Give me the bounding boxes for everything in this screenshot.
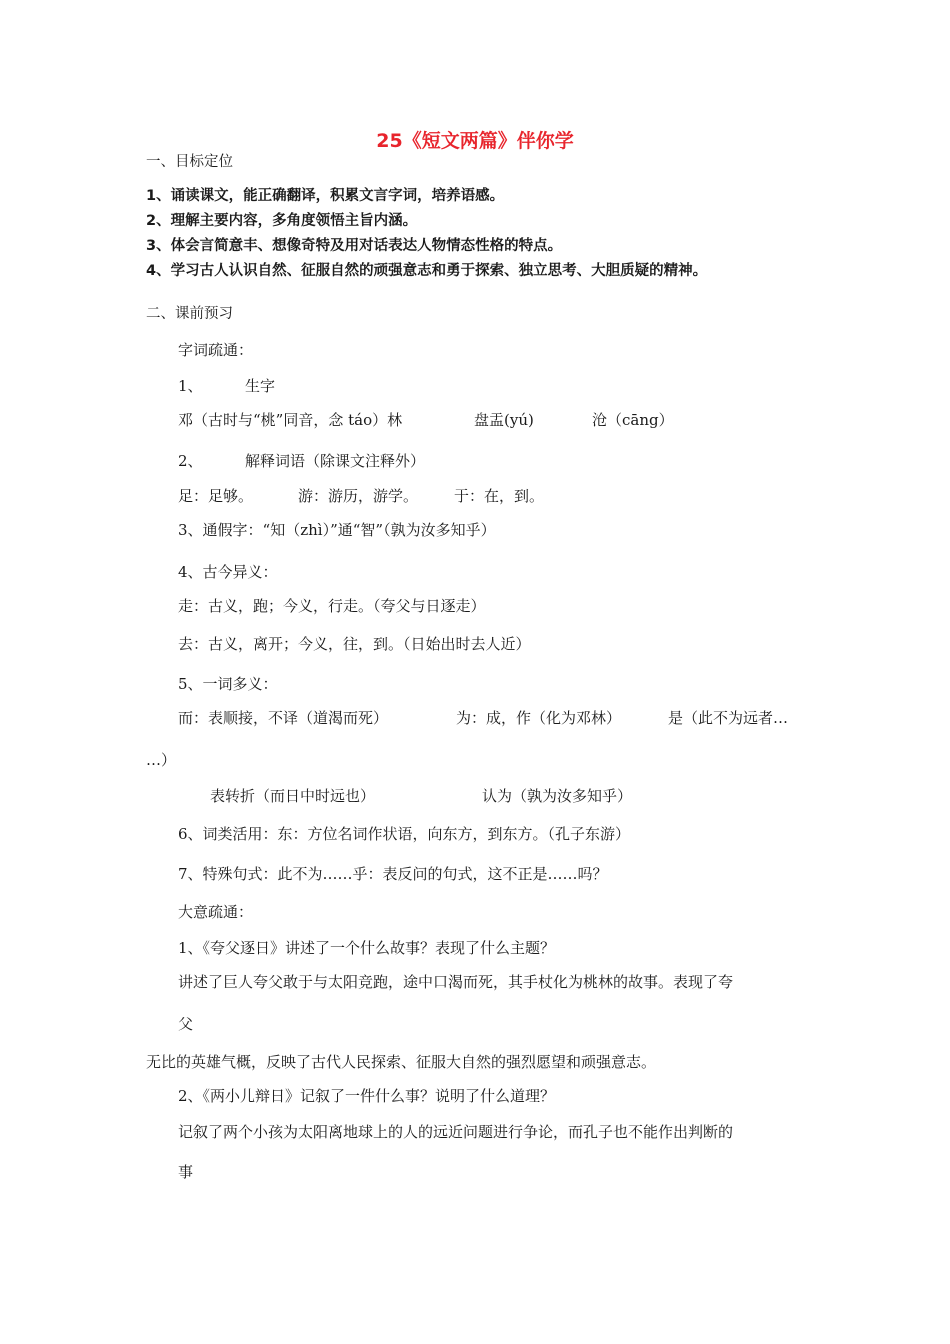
word-class-shift: 6、词类活用：东：方位名词作状语，向东方，到东方。（孔子东游）	[178, 825, 631, 843]
word-definition: 游：游历，游学。	[298, 487, 419, 505]
loan-character: 3、通假字：“知（zhì）”通“智”（孰为汝多知乎）	[178, 521, 496, 539]
polysemy-continuation: …）	[146, 751, 177, 769]
word-definition: 足：足够。	[178, 487, 254, 505]
new-character: 盘盂(yú)	[474, 411, 534, 429]
section-heading-preview: 二、课前预习	[146, 306, 233, 322]
page-title: 25《短文两篇》伴你学	[376, 130, 574, 152]
question: 1、《夸父逐日》讲述了一个什么故事？表现了什么主题？	[178, 939, 556, 957]
answer-line: 讲述了巨人夸父敢于与太阳竞跑，途中口渴而死，其手杖化为桃林的故事。表现了夸	[178, 973, 734, 991]
answer-line: 父	[178, 1015, 194, 1033]
item-title: 解释词语（除课文注释外）	[245, 452, 426, 470]
item-number: 1、	[178, 377, 203, 395]
answer-line: 事	[178, 1163, 194, 1181]
answer-line: 记叙了两个小孩为太阳离地球上的人的远近问题进行争论，而孔子也不能作出判断的	[178, 1123, 734, 1141]
item-title: 5、一词多义：	[178, 675, 278, 693]
meaning-shift: 走：古义，跑；今义，行走。（夸父与日逐走）	[178, 597, 486, 615]
polysemy-entry: 表转折（而日中时远也）	[210, 787, 376, 805]
goal-item: 3、体会言简意丰、想像奇特及用对话表达人物情态性格的特点。	[146, 238, 563, 254]
polysemy-entry: 认为（孰为汝多知乎）	[482, 787, 633, 805]
polysemy-entry: 而：表顺接，不译（道渴而死）	[178, 709, 389, 727]
subheading-words: 字词疏通：	[178, 341, 254, 359]
goal-item: 4、学习古人认识自然、征服自然的顽强意志和勇于探索、独立思考、大胆质疑的精神。	[146, 263, 708, 279]
polysemy-entry: 为：成，作（化为邓林）	[456, 709, 622, 727]
goal-item: 1、诵读课文，能正确翻译，积累文言字词，培养语感。	[146, 188, 505, 204]
goal-item: 2、理解主要内容，多角度领悟主旨内涵。	[146, 213, 418, 229]
question: 2、《两小儿辩日》记叙了一件什么事？说明了什么道理？	[178, 1087, 556, 1105]
item-title: 4、古今异义：	[178, 563, 278, 581]
new-character: 沧（cāng）	[592, 411, 674, 429]
polysemy-entry: 是（此不为远者…	[668, 709, 789, 727]
subheading-meaning: 大意疏通：	[178, 903, 254, 921]
item-title: 生字	[245, 377, 276, 395]
special-syntax: 7、特殊句式：此不为……乎：表反问的句式，这不正是……吗？	[178, 865, 608, 883]
word-definition: 于：在，到。	[454, 487, 545, 505]
answer-line: 无比的英雄气概，反映了古代人民探索、征服大自然的强烈愿望和顽强意志。	[146, 1053, 657, 1071]
item-number: 2、	[178, 452, 203, 470]
section-heading-goals: 一、目标定位	[146, 154, 233, 170]
meaning-shift: 去：古义，离开；今义，往，到。（日始出时去人近）	[178, 635, 531, 653]
new-character: 邓（古时与“桃”同音，念 táo）林	[178, 411, 403, 429]
